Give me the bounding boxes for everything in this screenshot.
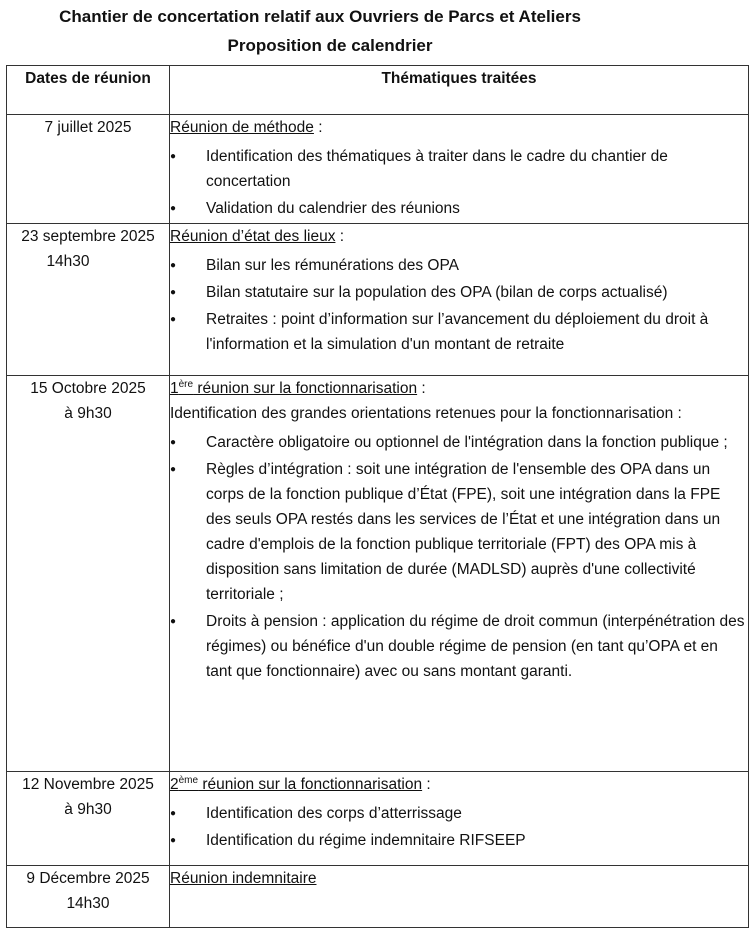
heading-main: réunion sur la fonctionnarisation xyxy=(198,776,423,793)
list-item: ● Identification des thématiques à traiter dans le cadre du chantier de concertation xyxy=(170,144,748,194)
meeting-intro: Identification des grandes orientations retenues pour la fonctionnarisation : xyxy=(170,405,682,422)
meeting-heading-text: Réunion de méthode xyxy=(170,119,314,136)
document-title: Chantier de concertation relatif aux Ouvriers de Parcs et Ateliers xyxy=(59,7,581,26)
meeting-heading xyxy=(170,115,748,140)
heading-suffix: : xyxy=(417,380,426,397)
heading-ordinal: 2 xyxy=(170,776,179,793)
meeting-heading xyxy=(170,376,748,401)
meeting-time: à 9h30 xyxy=(64,801,112,818)
meeting-date-cell xyxy=(7,866,170,928)
meeting-topics-cell xyxy=(170,376,749,772)
table-row xyxy=(7,376,749,772)
meeting-heading-text xyxy=(170,380,417,397)
calendar-table xyxy=(6,65,749,928)
meeting-date-cell xyxy=(7,115,170,224)
meeting-heading xyxy=(170,866,748,891)
topic-list xyxy=(170,253,748,357)
meeting-heading-text xyxy=(170,776,422,793)
meeting-date-cell xyxy=(7,224,170,376)
column-header-themes: Thématiques traitées xyxy=(170,66,749,115)
meeting-date: 7 juillet 2025 xyxy=(44,119,132,136)
list-item: ● Identification des corps d’atterrissage xyxy=(170,801,748,826)
table-row xyxy=(7,224,749,376)
table-header-row xyxy=(7,66,749,115)
table-row xyxy=(7,115,749,224)
meeting-date-cell xyxy=(7,772,170,866)
meeting-time: 14h30 xyxy=(46,253,90,270)
list-item: ● Caractère obligatoire ou optionnel de l'intégration dans la fonction publique ; xyxy=(170,430,748,455)
meeting-date: 23 septembre 2025 xyxy=(21,228,155,245)
meeting-date: 15 Octobre 2025 xyxy=(30,380,146,397)
meeting-time: à 9h30 xyxy=(64,405,112,422)
list-item: ● Bilan sur les rémunérations des OPA xyxy=(170,253,748,278)
list-item: ● Bilan statutaire sur la population des OPA (bilan de corps actualisé) xyxy=(170,280,748,305)
meeting-topics-cell xyxy=(170,772,749,866)
heading-suffix: : xyxy=(422,776,431,793)
meeting-time: 14h30 xyxy=(66,895,110,912)
heading-suffix: : xyxy=(335,228,345,245)
meeting-date: 12 Novembre 2025 xyxy=(22,776,154,793)
list-item: ● Validation du calendrier des réunions xyxy=(170,196,748,221)
meeting-heading xyxy=(170,772,748,797)
meeting-date: 9 Décembre 2025 xyxy=(26,870,150,887)
meeting-heading-text: Réunion d’état des lieux xyxy=(170,228,336,245)
list-item: ● Règles d’intégration : soit une intégration de l'ensemble des OPA dans un corps de la fonction publique d’État (FPE), soit une intégration dans la FPE des seuls OPA restés dans les services de l’État et une intégration dans un cadre d'emplois de la fonction publique territoriale (FPT) des OPA mis à disposition sans limitation de durée (MADLSD) auprès d'une collectivité territoriale ; xyxy=(170,457,748,607)
meeting-heading-text: Réunion indemnitaire xyxy=(170,870,317,887)
column-header-dates: Dates de réunion xyxy=(7,66,170,115)
list-item: ● Retraites : point d’information sur l’avancement du déploiement du droit à l'information et la simulation d'un montant de retraite xyxy=(170,307,748,357)
meeting-topics-cell xyxy=(170,866,749,928)
table-row xyxy=(7,772,749,866)
heading-ordinal-suffix: ème xyxy=(178,774,199,786)
heading-ordinal-suffix: ère xyxy=(178,378,194,390)
meeting-topics-cell xyxy=(170,115,749,224)
topic-list xyxy=(170,144,748,221)
topic-list xyxy=(170,430,748,684)
document-subtitle: Proposition de calendrier xyxy=(227,36,433,55)
list-item: ● Droits à pension : application du régime de droit commun (interpénétration des régimes) ou bénéfice d'un double régime de pension (en tant qu’OPA et en tant que fonctionnaire) avec ou sans montant garanti. xyxy=(170,609,748,684)
list-item: ● Identification du régime indemnitaire RIFSEEP xyxy=(170,828,748,853)
topic-list xyxy=(170,801,748,853)
heading-ordinal: 1 xyxy=(170,380,179,397)
meeting-heading xyxy=(170,224,748,249)
table-row xyxy=(7,866,749,928)
heading-main: réunion sur la fonctionnarisation xyxy=(193,380,418,397)
meeting-topics-cell xyxy=(170,224,749,376)
meeting-date-cell xyxy=(7,376,170,772)
heading-suffix: : xyxy=(313,119,323,136)
